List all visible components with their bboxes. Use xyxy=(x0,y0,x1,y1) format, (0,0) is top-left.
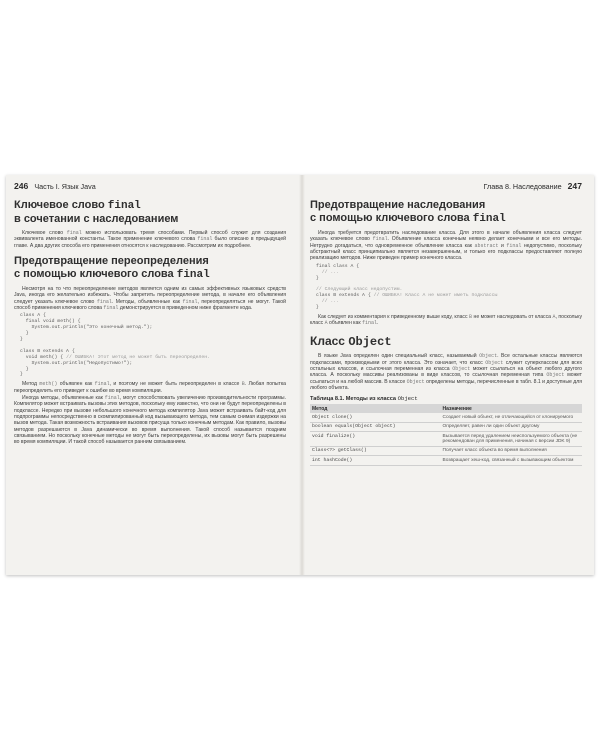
meth-paragraph xyxy=(14,381,286,394)
text-run: служит суперклассом для всех остальных классов, и ссылочная переменная из класса xyxy=(310,359,582,372)
inline-code: Object xyxy=(452,365,471,372)
running-head-left-text: Часть I. Язык Java xyxy=(34,182,96,191)
comment-paragraph xyxy=(310,314,582,327)
heading-prevent-override: Предотвращение переопределения с помощью ключевого слова final xyxy=(14,255,210,281)
text-run: , и поэтому не может быть переопределен в классе xyxy=(109,381,242,388)
table-cell-purpose: Определяет, равен ли один объект другому xyxy=(441,422,582,431)
code-line: final void meth() { xyxy=(20,319,81,325)
text-run: недопустимо, поскольку абстрактный класс принципиально является незавершенным, и только его подклассы предоставляют полную реализацию методов. Ниже приведен пример конечного класса. xyxy=(310,242,582,262)
code-line xyxy=(316,299,339,304)
running-head-right-text: Глава 8. Наследование xyxy=(483,182,562,191)
table-row xyxy=(310,446,582,455)
inline-code: Object xyxy=(485,359,504,366)
text-run: Иногда требуется предотвратить наследование класса. Для этого в начале объявления класса следует указать ключевое слово xyxy=(310,230,582,243)
code-line: } xyxy=(316,275,319,281)
table-cell-method: int hashCode() xyxy=(310,456,441,465)
table-header-purpose: Назначение xyxy=(441,404,582,413)
table-row xyxy=(310,422,582,431)
text-run: Как следует из комментария к приведенному выше коду, класс xyxy=(318,313,470,320)
text-run: можно использовать тремя способами. Первый способ служит для создания эквивалента именованной константы. Такое применение ключевого слова xyxy=(14,230,287,243)
inline-code: B xyxy=(469,313,473,320)
code-line: System.out.println("Недопустимо!"); xyxy=(20,360,133,366)
code-line: void meth() { // ОШИБКА! Этот метод не может быть переопределен. xyxy=(20,354,210,360)
inline-code: B xyxy=(241,381,245,388)
inline-code: abstract xyxy=(474,242,499,249)
code-line: final class A { xyxy=(316,263,360,269)
table-caption: Таблица 8.1. Методы из класса Object xyxy=(310,395,418,403)
page-number-left: 246 xyxy=(14,181,29,191)
text-run: Метод xyxy=(22,381,40,388)
book-spread xyxy=(6,175,594,575)
table-cell-method: Class<?> getClass() xyxy=(310,446,441,455)
code-comment: // Следующий класс недопустим. xyxy=(316,287,403,293)
table-cell-method: void finalize() xyxy=(310,432,441,447)
table-cell-purpose: Вызывается перед удалением неиспользуемого объекта (не рекомендован для применения, начиная с версии JDK 9) xyxy=(441,432,582,447)
code-line: } xyxy=(20,331,29,337)
right-page xyxy=(310,181,582,466)
text-run: . Объявление класса конечным неявно делает конечными и все его методы. Нетрудно догадаться, что одновременное объявление класса как xyxy=(310,236,582,249)
heading-prevent-inheritance: Предотвращение наследования с помощью ключевого слова final xyxy=(310,199,506,225)
code-comment: // ОШИБКА! Этот метод не может быть переопределен. xyxy=(66,354,210,360)
object-paragraph xyxy=(310,353,582,391)
inline-code: final xyxy=(197,236,213,243)
inline-code: final xyxy=(104,395,120,402)
code-line: } xyxy=(20,337,23,343)
inline-paragraph xyxy=(14,395,286,446)
inline-code: final xyxy=(362,320,378,327)
text-run: , могут способствовать увеличению производительности программы. Компилятор может встраивать вызовы этих методов, поскольку ему известно, что они не будут переопределены в подклассе. Нередко при вызове небольшого конечного метода компилятор Java может встраивать байт-код для подпрограммы непосредственно в скомпилированный код вызывающего метода, тем самым снимая издержки на вызов метода. Такая возможность встраивания вызовов присуща только конечным методам. Как правило, вызовы методов разрешаются в Java динамически во время выполнения. Такой способ называется поздним связыванием. Но поскольку конечные методы не могут быть переопределены, их вызовы могут быть разрешены во время компиляции. И такой способ называется ранним связыванием. xyxy=(14,395,286,446)
table-cell-purpose: Получает класс объекта во время выполнения xyxy=(441,446,582,455)
text-run: Иногда методы, объявленные как xyxy=(22,395,105,402)
text-run: , поскольку класс xyxy=(310,313,583,327)
code-line: System.out.println("Это конечный метод."); xyxy=(20,325,153,331)
code-listing-final-class xyxy=(316,264,582,311)
code-comment: // ... xyxy=(321,269,340,275)
override-paragraph xyxy=(14,286,286,311)
text-run: В языке Java определен один специальный класс, называемый xyxy=(318,353,480,360)
inline-code: Object xyxy=(406,378,425,385)
text-run: Ключевое слово xyxy=(22,230,67,236)
table-row xyxy=(310,456,582,465)
code-line xyxy=(316,287,402,292)
text-run: демонстрируется в приведенном ниже фрагменте кода. xyxy=(118,305,253,312)
heading-final-inheritance: Ключевое слово final в сочетании с наследованием xyxy=(14,199,179,225)
inline-code: final xyxy=(372,236,388,243)
intro-paragraph xyxy=(14,230,286,249)
code-line: } xyxy=(316,305,319,311)
book-spine xyxy=(299,175,305,575)
inheritance-paragraph xyxy=(310,230,582,262)
text-run: было описано в предыдущей главе. А два других способа его применения относятся к наследованию. Рассмотрим их подробнее. xyxy=(14,236,286,249)
inline-code: final xyxy=(103,305,119,312)
table-header-row xyxy=(310,404,582,413)
code-comment: // ОШИБКА! Класс A не может иметь подклассы xyxy=(373,293,498,299)
page-number-right: 247 xyxy=(567,181,582,191)
text-run: . Любая попытка переопределить его приведет к ошибке во время компиляции. xyxy=(14,381,286,394)
code-line: class A { xyxy=(20,313,46,319)
table-cell-method: boolean equals(Object object) xyxy=(310,422,441,431)
text-run: объявлен как xyxy=(327,320,363,327)
inline-code: A xyxy=(552,313,556,320)
object-methods-table xyxy=(310,404,582,465)
table-cell-method: Object clone() xyxy=(310,413,441,422)
inline-code: Object xyxy=(546,372,565,379)
text-run: , переопределяться не могут. Такой способ применения ключевого слова xyxy=(14,298,286,312)
text-run: может ссылаться на объект любого другого класса. А поскольку массивы реализованы в виде классов, то ссылочная переменная типа xyxy=(310,365,583,379)
text-run: Несмотря на то что переопределение методов является одним из самых эффективных языковых средств Java, иногда его желательно избежать. Чтобы запретить переопределение метода, в начале его объявления следует указать ключевое слово xyxy=(14,286,286,305)
table-cell-purpose: Создает новый объект, не отличающийся от клонируемого xyxy=(441,413,582,422)
code-line: } xyxy=(20,372,23,378)
text-run: объявлен как xyxy=(57,381,95,388)
inline-code: final xyxy=(94,381,110,388)
text-run: . Методы, объявленные как xyxy=(111,298,183,305)
code-line: class B extends A { // ОШИБКА! Класс A не может иметь подклассы xyxy=(316,293,498,299)
running-head-right xyxy=(310,181,582,193)
running-head-left xyxy=(14,181,286,193)
inline-code: A xyxy=(324,320,328,327)
table-header-method: Метод xyxy=(310,404,441,413)
text-run: . xyxy=(377,320,379,327)
inline-code: meth() xyxy=(39,381,58,388)
code-line: } xyxy=(20,366,29,372)
left-page xyxy=(14,181,286,447)
code-line: class B extends A { xyxy=(20,348,75,354)
text-run: не может наследовать от класса xyxy=(472,313,553,320)
inline-code: final xyxy=(96,298,112,305)
table-row xyxy=(310,432,582,447)
text-run: . Все остальные классы являются подклассами, производными от этого класса. Это означает, что класс xyxy=(310,353,582,366)
code-listing-final-method xyxy=(20,313,286,378)
text-run: определены методы, перечисленные в табл. 8.1 и доступные для любого объекта. xyxy=(310,378,582,391)
heading-object-class: Класс Object xyxy=(310,333,392,349)
code-line xyxy=(316,270,339,275)
table-row xyxy=(310,413,582,422)
table-cell-purpose: Возвращает хеш-код, связанный с вызывающим объектом xyxy=(441,456,582,465)
inline-code: final xyxy=(506,242,522,249)
inline-code: Object xyxy=(479,353,498,360)
code-comment: // ... xyxy=(321,299,340,305)
inline-code: final xyxy=(66,230,82,236)
text-run: и xyxy=(498,242,507,249)
inline-code: final xyxy=(182,298,198,305)
text-run: может ссылаться и на любой массив. В классе xyxy=(310,372,582,385)
